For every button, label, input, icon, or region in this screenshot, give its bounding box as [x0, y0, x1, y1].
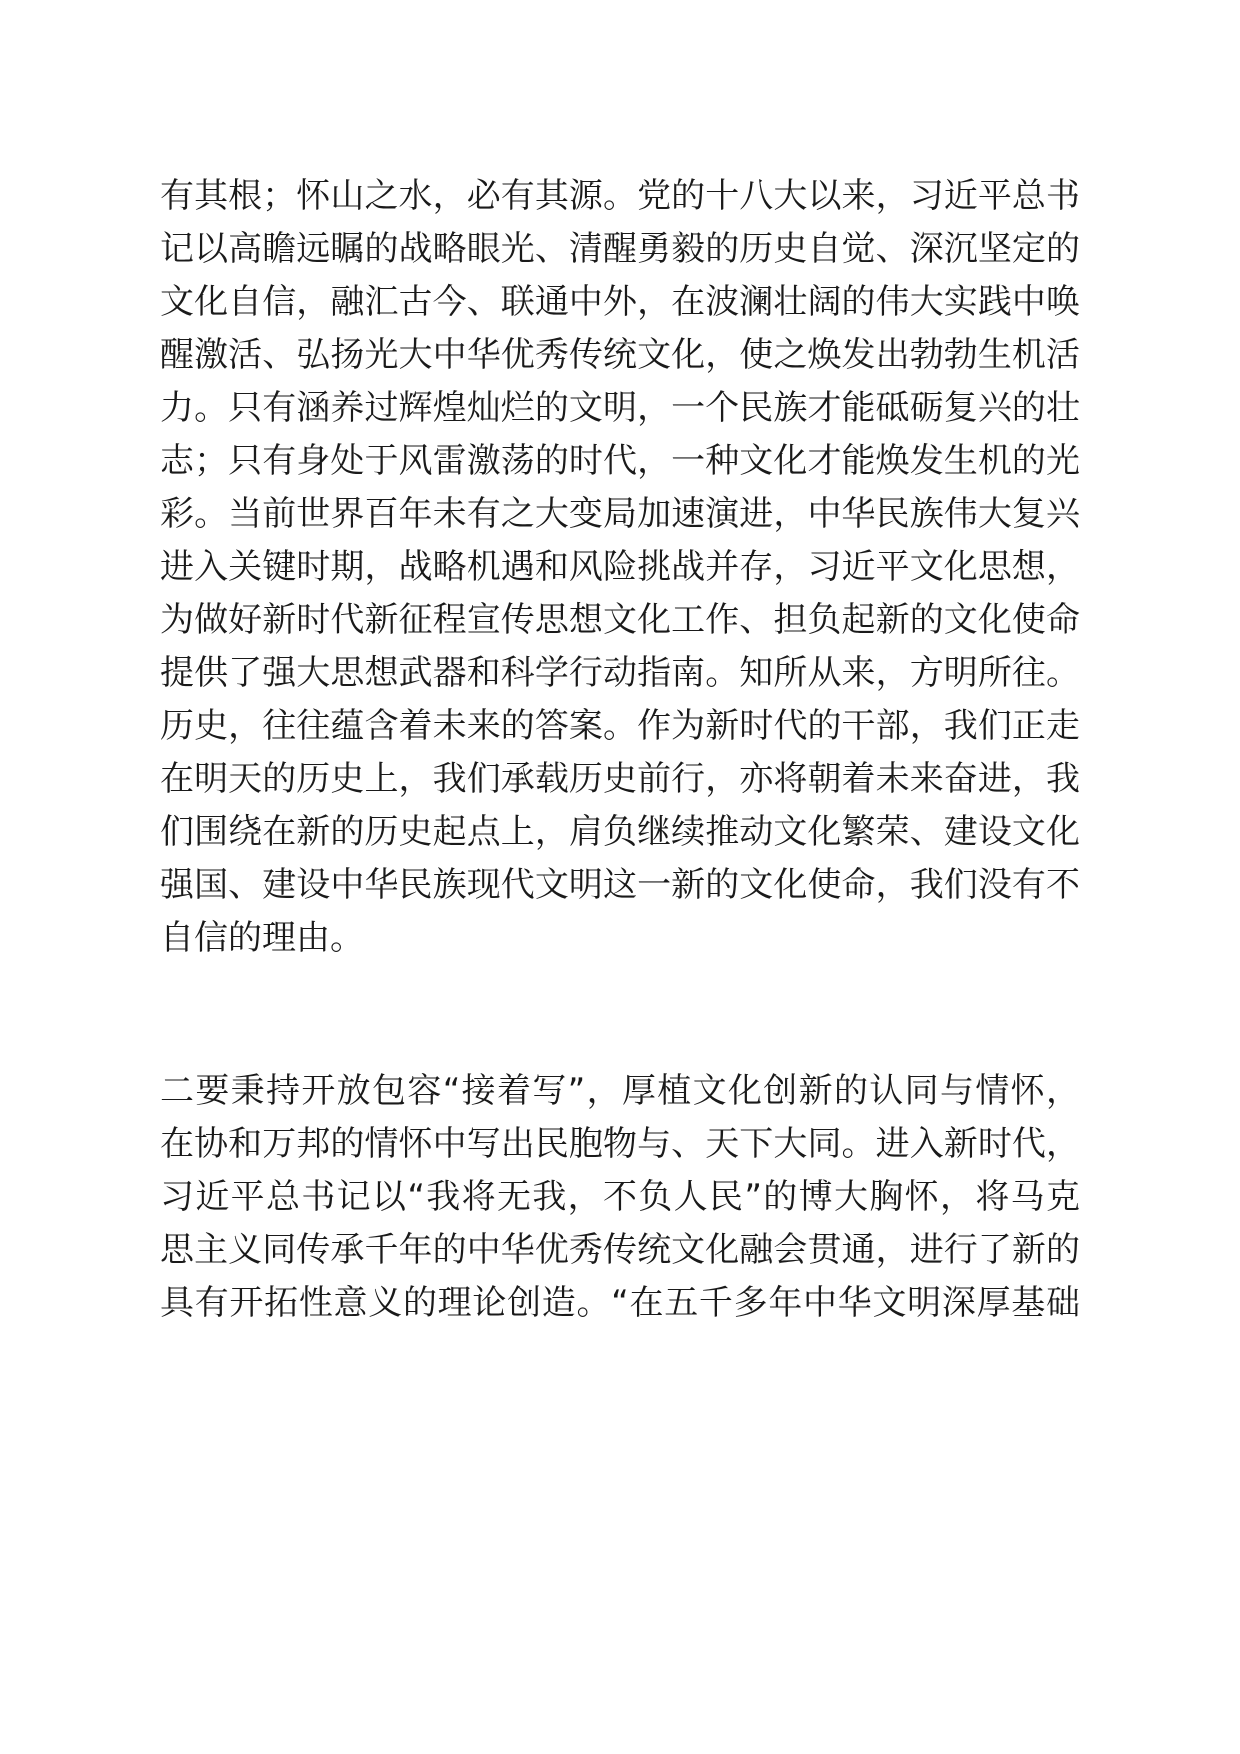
paragraph-1-line: 进入关键时期，战略机遇和风险挑战并存，习近平文化思想，	[160, 547, 1080, 587]
paragraph-2-line: 思主义同传承千年的中华优秀传统文化融会贯通，进行了新的	[160, 1230, 1080, 1270]
paragraph-1-line: 历史，往往蕴含着未来的答案。作为新时代的干部，我们正走	[160, 706, 1080, 746]
paragraph-1-line: 彩。当前世界百年未有之大变局加速演进，中华民族伟大复兴	[160, 494, 1080, 534]
paragraph-1-last-line: 自信的理由。	[160, 918, 364, 958]
paragraph-1-line: 记以高瞻远瞩的战略眼光、清醒勇毅的历史自觉、深沉坚定的	[160, 229, 1080, 269]
paragraph-1-line: 在明天的历史上，我们承载历史前行，亦将朝着未来奋进，我	[160, 759, 1080, 799]
paragraph-1-line: 醒激活、弘扬光大中华优秀传统文化，使之焕发出勃勃生机活	[160, 335, 1080, 375]
paragraph-2-line: 在协和万邦的情怀中写出民胞物与、天下大同。进入新时代，	[160, 1124, 1080, 1164]
paragraph-2-line: 二要秉持开放包容“接着写”，厚植文化创新的认同与情怀，	[160, 1071, 1080, 1111]
paragraph-1-line: 有其根；怀山之水，必有其源。党的十八大以来，习近平总书	[160, 176, 1080, 216]
paragraph-1-line: 文化自信，融汇古今、联通中外，在波澜壮阔的伟大实践中唤	[160, 282, 1080, 322]
paragraph-1-line: 提供了强大思想武器和科学行动指南。知所从来，方明所往。	[160, 653, 1080, 693]
paragraph-1-line: 们围绕在新的历史起点上，肩负继续推动文化繁荣、建设文化	[160, 812, 1080, 852]
paragraph-2-line: 具有开拓性意义的理论创造。“在五千多年中华文明深厚基础	[160, 1283, 1080, 1323]
paragraph-1-line: 志；只有身处于风雷激荡的时代，一种文化才能焕发生机的光	[160, 441, 1080, 481]
paragraph-1-line: 为做好新时代新征程宣传思想文化工作、担负起新的文化使命	[160, 600, 1080, 640]
paragraph-2-line: 习近平总书记以“我将无我，不负人民”的博大胸怀，将马克	[160, 1177, 1080, 1217]
paragraph-1-line: 强国、建设中华民族现代文明这一新的文化使命，我们没有不	[160, 865, 1080, 905]
paragraph-1-line: 力。只有涵养过辉煌灿烂的文明，一个民族才能砥砺复兴的壮	[160, 388, 1080, 428]
